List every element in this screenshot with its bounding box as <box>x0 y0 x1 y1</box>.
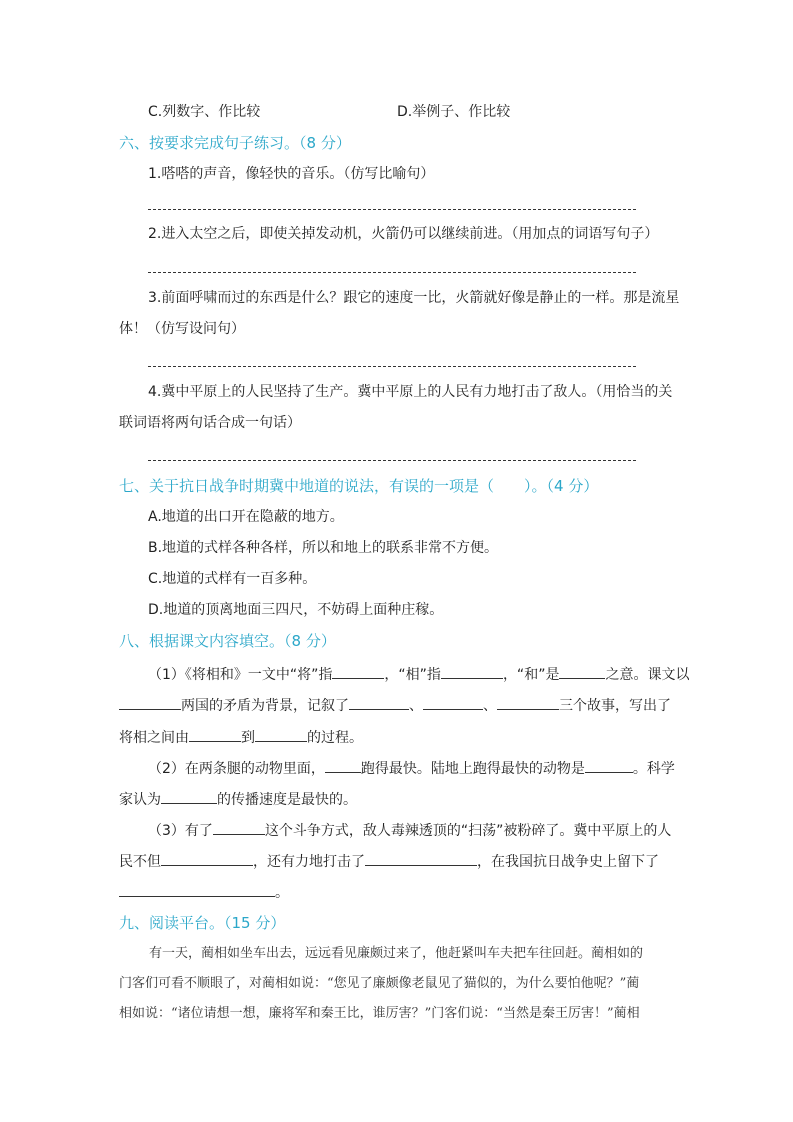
fill-text: 。 <box>275 885 289 901</box>
fill-text: 民不但 <box>119 854 161 870</box>
question-6-4-line2: 联词语将两句话合成一句话） <box>119 415 301 431</box>
section-7-heading: 七、关于抗日战争时期冀中地道的说法，有误的一项是（ ）。（4 分） <box>119 477 599 495</box>
section-8-heading: 八、根据课文内容填空。（8 分） <box>119 632 336 650</box>
option-b: B.地道的式样各种各样，所以和地上的联系非常不方便。 <box>148 540 499 556</box>
blank[interactable] <box>161 851 253 866</box>
blank[interactable] <box>161 789 217 804</box>
blank[interactable] <box>365 851 477 866</box>
option-a: A.地道的出口开在隐蔽的地方。 <box>148 509 344 525</box>
fill-text: 之意。课文以 <box>605 667 690 683</box>
blank[interactable] <box>332 664 384 679</box>
fill-text: 家认为 <box>119 792 161 808</box>
blank[interactable] <box>497 695 559 710</box>
section-9-heading: 九、阅读平台。（15 分） <box>119 914 286 932</box>
choice-d: D.举例子、作比较 <box>397 104 511 120</box>
fill-1-line3 <box>119 727 363 748</box>
fill-text: 的过程。 <box>307 730 363 746</box>
option-d: D.地道的顶离地面三四尺，不妨碍上面种庄稼。 <box>148 602 444 618</box>
section-6-heading: 六、按要求完成句子练习。（8 分） <box>119 134 351 152</box>
fill-text: 将相之间由 <box>119 730 189 746</box>
fill-text: ，“和”是 <box>502 667 560 683</box>
fill-1-line2 <box>119 695 671 716</box>
passage-line: 相如说：“诸位请想一想，廉将军和秦王比，谁厉害？”门客们说：“当然是秦王厉害！”蔺相 <box>119 1006 640 1021</box>
answer-line <box>148 366 636 367</box>
fill-text: ，还有力地打击了 <box>253 854 365 870</box>
fill-3-line1 <box>148 820 671 841</box>
blank[interactable] <box>559 664 605 679</box>
fill-3-line2 <box>119 851 659 872</box>
blank[interactable] <box>119 882 275 897</box>
blank[interactable] <box>255 727 307 742</box>
question-6-2: 2.进入太空之后，即使关掉发动机，火箭仍可以继续前进。（用加点的词语写句子） <box>148 226 659 242</box>
answer-line <box>148 209 636 210</box>
blank[interactable] <box>585 758 633 773</box>
passage-line: 有一天，蔺相如坐车出去，远远看见廉颇过来了，他赶紧叫车夫把车往回赶。蔺相如的 <box>149 946 644 961</box>
option-c: C.地道的式样有一百多种。 <box>148 571 317 587</box>
fill-text: 这个斗争方式，敌人毒辣透顶的“扫荡”被粉碎了。冀中平原上的人 <box>264 823 672 839</box>
fill-text: 。科学 <box>632 761 675 777</box>
question-6-3-line1: 3.前面呼啸而过的东西是什么？跟它的速度一比，火箭就好像是静止的一样。那是流星 <box>148 290 680 306</box>
fill-2-line2 <box>119 789 357 810</box>
fill-text: 跑得最快。陆地上跑得最快的动物是 <box>360 761 585 777</box>
blank[interactable] <box>441 664 503 679</box>
question-6-3-line2: 体！（仿写设问句） <box>119 321 245 337</box>
fill-text: （3）有了 <box>148 823 213 839</box>
fill-text: 的传播速度是最快的。 <box>217 792 357 808</box>
blank[interactable] <box>325 758 361 773</box>
blank[interactable] <box>189 727 241 742</box>
fill-1-line1 <box>148 664 689 685</box>
blank[interactable] <box>213 820 265 835</box>
question-6-1: 1.嗒嗒的声音，像轻快的音乐。（仿写比喻句） <box>148 166 435 182</box>
blank[interactable] <box>119 695 181 710</box>
answer-line <box>148 460 636 461</box>
choice-c: C.列数字、作比较 <box>148 104 261 120</box>
fill-text: 三个故事，写出了 <box>559 698 671 714</box>
reading-passage <box>119 939 673 1029</box>
fill-text: （2）在两条腿的动物里面， <box>148 761 325 777</box>
passage-line: 门客们可看不顺眼了，对蔺相如说：“您见了廉颇像老鼠见了猫似的，为什么要怕他呢？”蔺 <box>119 976 640 991</box>
fill-text: 两国的矛盾为背景，记叙了 <box>181 698 349 714</box>
blank[interactable] <box>423 695 483 710</box>
fill-text: 、 <box>409 698 423 714</box>
fill-text: 、 <box>483 698 497 714</box>
fill-3-line3 <box>119 882 289 903</box>
fill-text: ，在我国抗日战争史上留下了 <box>477 854 659 870</box>
fill-2-line1 <box>148 758 675 779</box>
fill-text: ，“相”指 <box>384 667 441 683</box>
blank[interactable] <box>349 695 409 710</box>
question-6-4-line1: 4.冀中平原上的人民坚持了生产。冀中平原上的人民有力地打击了敌人。（用恰当的关 <box>148 384 673 400</box>
fill-text: 到 <box>241 730 255 746</box>
answer-line <box>148 272 636 273</box>
fill-text: （1）《将相和》一文中“将”指 <box>148 667 333 683</box>
